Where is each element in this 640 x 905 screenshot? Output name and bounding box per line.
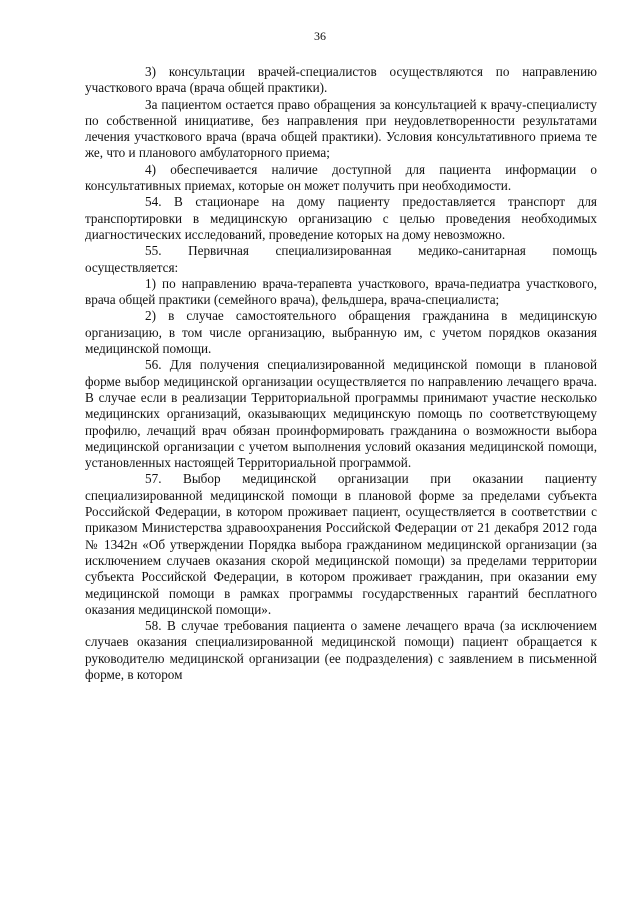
paragraph: 4) обеспечивается наличие доступной для пациента информации о консультативных приемах, которые он может получить при необходимости. [85,161,597,194]
paragraph: 3) консультации врачей-специалистов осуществляются по направлению участкового врача (врача общей практики). [85,64,597,96]
paragraph: 2) в случае самостоятельного обращения гражданина в медицинскую организацию, в том числе организацию, выбранную им, с учетом порядков оказания медицинской помощи. [85,308,597,357]
paragraph: 57. Выбор медицинской организации при оказании пациенту специализированной медицинской помощи в плановой форме за пределами субъекта Российской Федерации, в котором проживает пациент, осуществляется в соответствии с приказом Министерства здравоохранения Российской Федерации от 21 декабря 2012 года № 1342н «Об утверждении Порядка выбора гражданином медицинской организации (за исключением случаев оказания скорой медицинской помощи) за пределами территории субъекта Российской Федерации, в котором проживает гражданин, при оказании ему медицинской помощи в рамках программы государственных гарантий бесплатного оказания медицинской помощи». [85,471,597,617]
document-body [85,64,597,683]
paragraph: 1) по направлению врача-терапевта участкового, врача-педиатра участкового, врача общей практики (семейного врача), фельдшера, врача-специалиста; [85,275,597,308]
paragraph: 58. В случае требования пациента о замене лечащего врача (за исключением случаев оказания специализированной медицинской помощи) пациент обращается к руководителю медицинской организации (ее подразделения) с заявлением в письменной форме, в котором [85,618,597,682]
paragraph: 54. В стационаре на дому пациенту предоставляется транспорт для транспортировки в медицинскую организацию с целью проведения необходимых диагностических исследований, проведение которых на дому невозможно. [85,194,597,242]
paragraph: За пациентом остается право обращения за консультацией к врачу-специалисту по собственной инициативе, без направления при неудовлетворенности результатами лечения участкового врача (врача общей практики). Условия консультативного приема те же, что и планового амбулаторного приема; [85,96,597,161]
page-number: 36 [314,29,326,43]
paragraph: 55. Первичная специализированная медико-санитарная помощь осуществляется: [85,243,597,275]
paragraph: 56. Для получения специализированной медицинской помощи в плановой форме выбор медицинской организации осуществляется по направлению лечащего врача. В случае если в реализации Территориальной программы принимают участие несколько медицинских организаций, оказывающих медицинскую помощь по соответствующему профилю, лечащий врач обязан проинформировать гражданина о возможности выбора медицинской организации с учетом выполнения условий оказания медицинской помощи, установленных настоящей Территориальной программой. [85,357,597,471]
